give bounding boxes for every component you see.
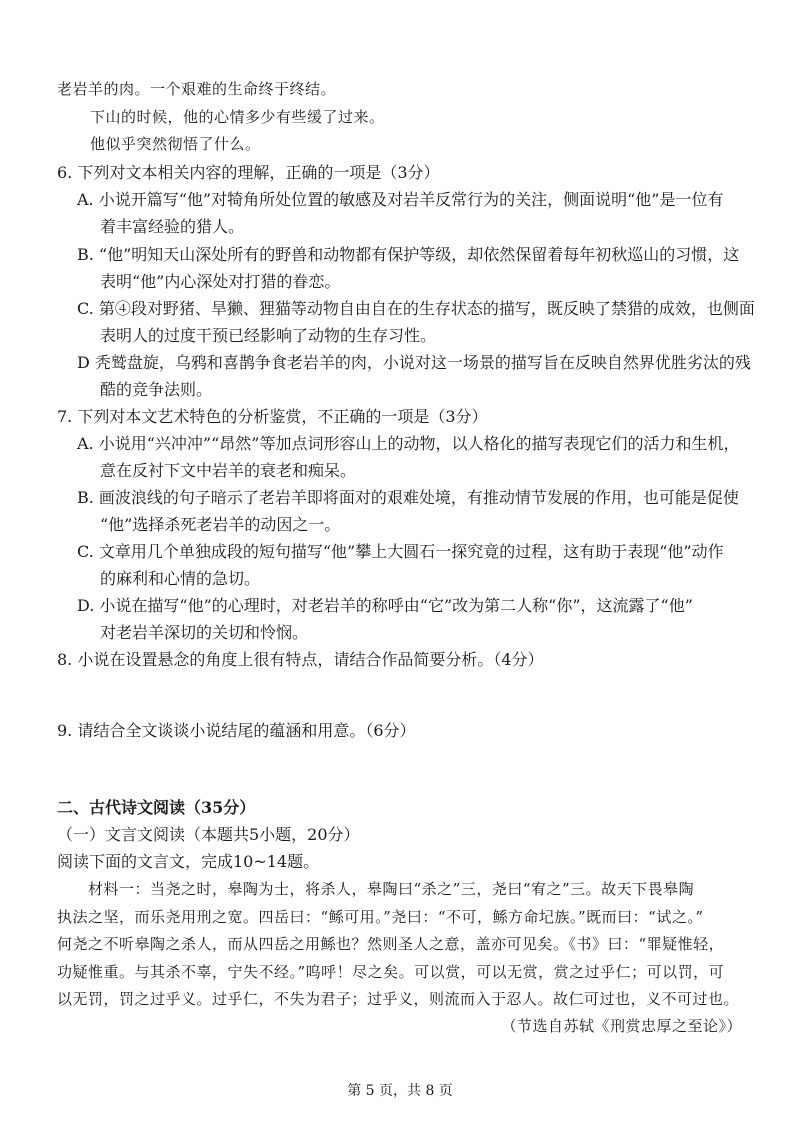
q7-option-c-line1: C. 文章用几个单独成段的短句描写“他”攀上大圆石一探究竟的过程，这有助于表现“他”动作: [77, 542, 724, 561]
section-2-instruction: 阅读下面的文言文，完成10~14题。: [57, 852, 320, 871]
passage-line-1: 老岩羊的肉。一个艰难的生命终于终结。: [57, 80, 337, 98]
q6-option-d-line2: 酷的竞争法则。: [100, 380, 213, 399]
q6-option-a-line2: 着丰富经验的猎人。: [100, 217, 245, 236]
q6-option-c-line1: C. 第④段对野猪、旱獭、狸猫等动物自由自在的生存状态的描写，既反映了禁猎的成效，也侧面: [77, 299, 755, 318]
section-2-title: 二、古代诗文阅读（35分）: [57, 798, 256, 817]
question-7-stem: 7. 下列对本文艺术特色的分析鉴赏，不正确的一项是（3分）: [57, 407, 488, 426]
q6-option-b-line1: B. “他”明知天山深处所有的野兽和动物都有保护等级，却依然保留着每年初秋巡山的习惯，这: [77, 245, 740, 264]
q7-option-a-line1: A. 小说用“兴冲冲”“昂然”等加点词形容山上的动物，以人格化的描写表现它们的活力和生机，: [77, 434, 740, 453]
material-1-line-5: 以无罚，罚之过乎义。过乎仁，不失为君子；过乎义，则流而入于忍人。故仁可过也，义不可过也。: [57, 990, 740, 1008]
passage-line-2: 下山的时候，他的心情多少有些缓了过来。: [90, 108, 385, 126]
material-1-line-4: 功疑惟重。与其杀不辜，宁失不经。”呜呼！尽之矣。可以赏，可以无赏，赏之过乎仁；可以罚，可: [57, 963, 725, 981]
material-1-line-1: 材料一：当尧之时，皋陶为士，将杀人，皋陶曰“杀之”三，尧曰“宥之”三。故天下畏皋陶: [88, 880, 695, 898]
passage-line-3: 他似乎突然彻悟了什么。: [90, 135, 261, 153]
q7-option-a-line2: 意在反衬下文中岩羊的衰老和痴呆。: [100, 461, 357, 480]
material-1-source: （节选自苏轼《刑赏忠厚之至论》）: [501, 1017, 742, 1035]
q6-option-a-line1: A. 小说开篇写“他”对犄角所处位置的敏感及对岩羊反常行为的关注，侧面说明“他”是一位有: [77, 190, 724, 209]
material-1-line-2: 执法之坚，而乐尧用刑之宽。四岳曰：“鲧可用。”尧曰：“不可，鲧方命圮族。”既而曰：“试之。”: [57, 908, 704, 926]
q7-option-b-line2: “他”选择杀死老岩羊的动因之一。: [100, 515, 341, 534]
section-2-subtitle: （一）文言文阅读（本题共5小题，20分）: [57, 825, 360, 844]
question-6-stem: 6. 下列对文本相关内容的理解，正确的一项是（3分）: [57, 163, 440, 182]
q7-option-c-line2: 的麻利和心情的急切。: [100, 569, 261, 588]
q7-option-b-line1: B. 画波浪线的句子暗示了老岩羊即将面对的艰难处境，有推动情节发展的作用，也可能是促使: [77, 488, 739, 507]
q7-option-d-line2: 对老岩羊深切的关切和怜悯。: [100, 623, 309, 642]
page-number: 第 5 页，共 8 页: [347, 1083, 453, 1099]
q6-option-b-line2: 表明“他”内心深处对打猎的眷恋。: [100, 272, 341, 291]
question-8: 8. 小说在设置悬念的角度上很有特点，请结合作品简要分析。（4分）: [57, 650, 544, 669]
q7-option-d-line1: D. 小说在描写“他”的心理时，对老岩羊的称呼由“它”改为第二人称“你”，这流露了“他”: [77, 596, 693, 615]
q6-option-c-line2: 表明人的过度干预已经影响了动物的生存习性。: [100, 326, 437, 345]
question-9: 9. 请结合全文谈谈小说结尾的蕴涵和用意。（6分）: [57, 721, 416, 740]
material-1-line-3: 何尧之不听皋陶之杀人，而从四岳之用鲧也？然则圣人之意，盖亦可见矣。《书》曰：“罪疑惟轻，: [57, 935, 725, 953]
q6-option-d-line1: D 秃鹫盘旋，乌鸦和喜鹊争食老岩羊的肉，小说对这一场景的描写旨在反映自然界优胜劣汰的残: [77, 353, 751, 372]
